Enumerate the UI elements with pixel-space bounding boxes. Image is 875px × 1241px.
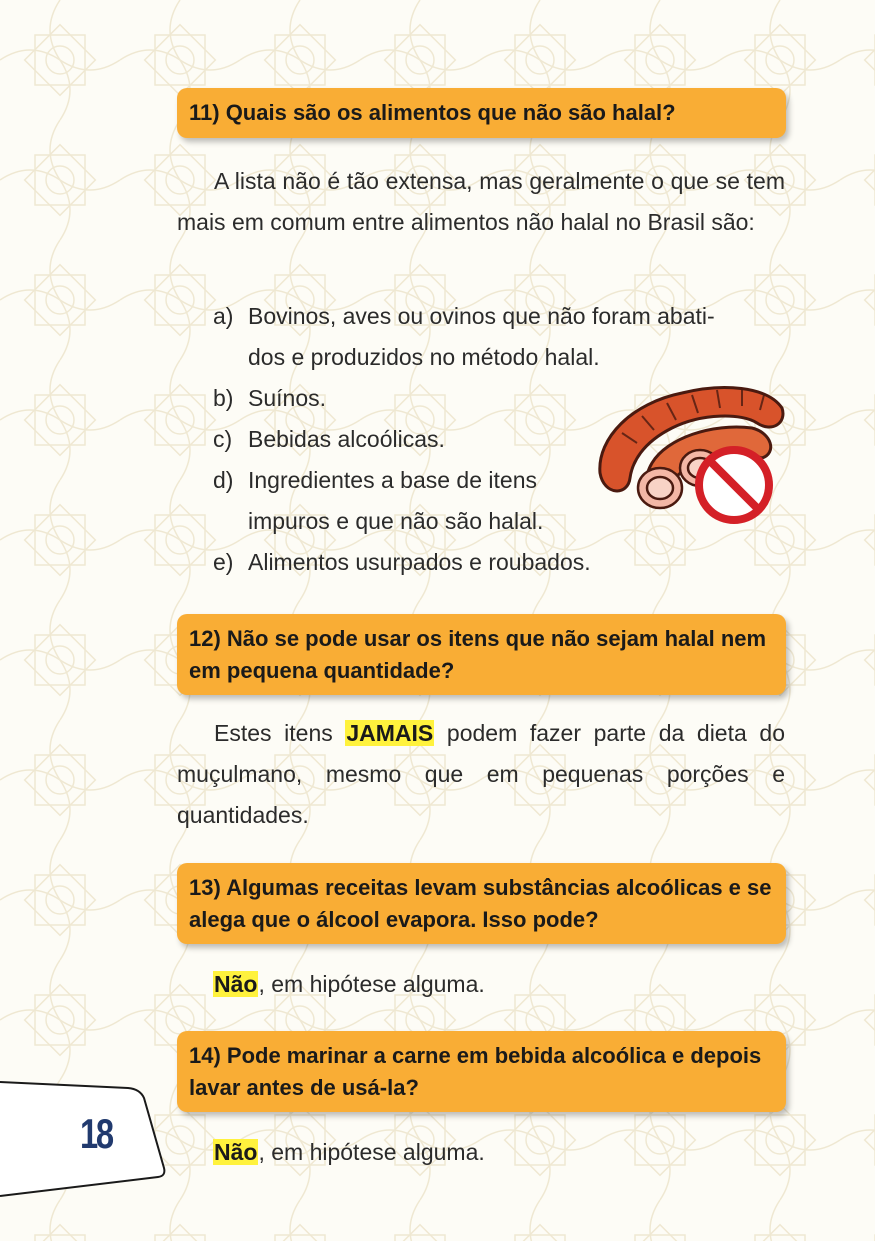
question-12-text: 12) Não se pode usar os itens que não sejam halal nem em pequena quantidade? [189, 625, 767, 683]
list-item-text: Ingredientes a base de itens [248, 467, 537, 493]
question-11-text: 11) Quais são os alimentos que não são halal? [189, 100, 676, 125]
answer-11-intro: A lista não é tão extensa, mas geralmente o que se tem mais em comum entre alimentos não halal no Brasil são: [177, 168, 785, 235]
question-14-text: 14) Pode marinar a carne em bebida alcoólica e depois lavar antes de usá-la? [189, 1042, 762, 1100]
list-item-text: Alimentos usurpados e roubados. [248, 549, 591, 575]
list-item-text: Bovinos, aves ou ovinos que não foram abati- [248, 303, 715, 329]
question-11-box [177, 88, 786, 138]
answer-text: , em hipótese alguma. [258, 1139, 485, 1165]
question-14-box [177, 1031, 786, 1112]
question-13-text: 13) Algumas receitas levam substâncias alcoólicas e se alega que o álcool evapora. Isso pode? [189, 874, 772, 932]
highlighted-word: JAMAIS [346, 720, 434, 746]
list-marker: a) [213, 303, 234, 329]
list-item-text: Suínos. [248, 385, 326, 411]
question-13-box [177, 863, 786, 944]
answer-13-text [213, 964, 773, 1005]
list-marker: d) [213, 467, 234, 493]
page-number: 18 [80, 1110, 112, 1157]
list-item-text: dos e produzidos no método halal. [248, 344, 600, 370]
question-12-box [177, 614, 786, 695]
list-marker: b) [213, 385, 234, 411]
list-item-text: Bebidas alcoólicas. [248, 426, 445, 452]
list-marker: c) [213, 426, 233, 452]
list-item-text: impuros e que não são halal. [248, 508, 544, 534]
list-item [213, 542, 715, 583]
answer-14-text [213, 1132, 773, 1173]
highlighted-word: Não [214, 1139, 258, 1165]
answer-12-text [177, 713, 785, 836]
list-item [213, 296, 715, 378]
list-marker: e) [213, 549, 234, 575]
answer-text: Estes itens [214, 720, 346, 746]
sausage-prohibited-icon [592, 378, 788, 528]
highlighted-word: Não [214, 971, 258, 997]
answer-text: podem fazer parte da dieta do muçulmano, mesmo que em pequenas porções e quantidades. [177, 720, 785, 828]
answer-text: , em hipótese alguma. [258, 971, 485, 997]
